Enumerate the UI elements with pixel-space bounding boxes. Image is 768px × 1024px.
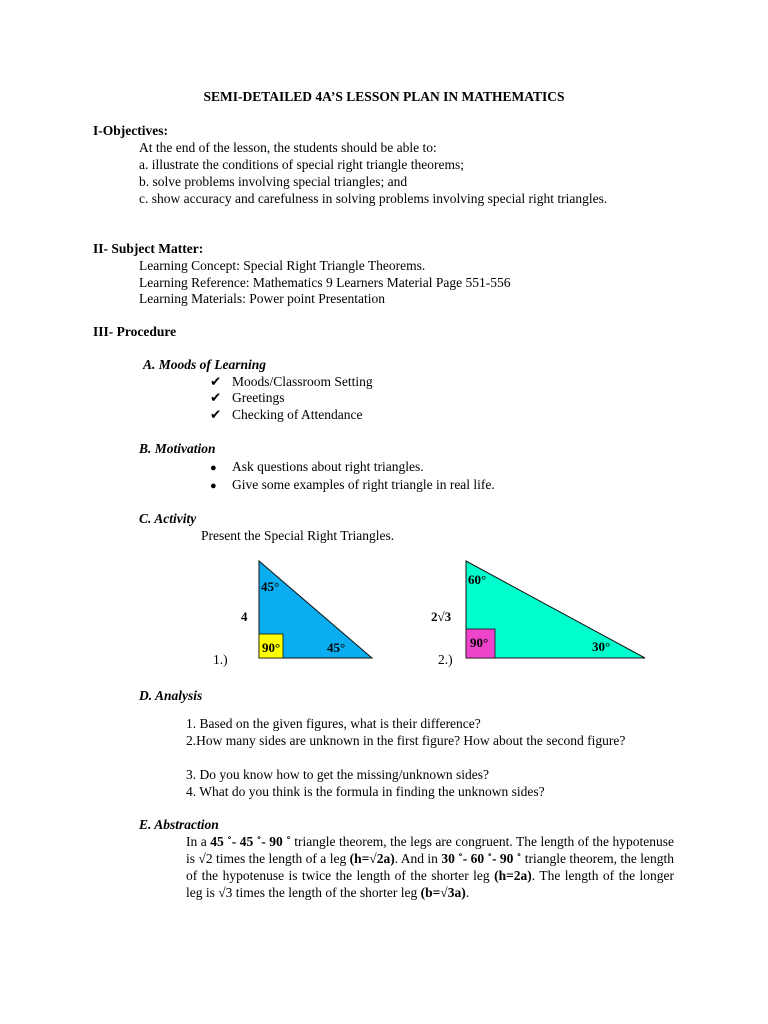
- angle-label: 60°: [468, 572, 487, 587]
- procedure-heading: III- Procedure: [93, 324, 177, 339]
- abstraction-text: In a 45 ˚- 45 ˚- 90 ˚ triangle theorem, the legs are congruent. The length of the hypotenuse is √2 times the length of a leg (h=√2a). And in 30 ˚- 60 ˚- 90 ˚ triangle theorem, the length of the hypotenuse is twice the length of the shorter leg (h=2a). The length of the longer leg is √3 times the length of the shorter leg (b=√3a).: [186, 834, 675, 900]
- objective-item: c. show accuracy and carefulness in solving problems involving special right triangles.: [139, 191, 608, 206]
- bullet-icon: ●: [210, 480, 217, 492]
- check-mark-icon: ✔: [210, 374, 222, 389]
- objectives-heading: I-Objectives:: [93, 123, 168, 138]
- objective-item: b. solve problems involving special triangles; and: [139, 174, 408, 189]
- motivation-heading: B. Motivation: [139, 441, 216, 456]
- angle-label: 45°: [327, 640, 346, 655]
- check-mark-icon: ✔: [210, 390, 222, 405]
- learning-materials: Learning Materials: Power point Presentation: [139, 291, 385, 306]
- moods-heading: A. Moods of Learning: [143, 357, 267, 372]
- list-item: ✔ Checking of Attendance: [210, 407, 363, 422]
- angle-label: 90°: [470, 635, 489, 650]
- figure-number: 1.): [213, 652, 228, 667]
- angle-label: 45°: [261, 579, 280, 594]
- activity-text: Present the Special Right Triangles.: [201, 528, 395, 543]
- learning-concept: Learning Concept: Special Right Triangle Theorems.: [139, 258, 426, 273]
- subject-matter-heading: II- Subject Matter:: [93, 241, 204, 256]
- side-label: 4: [241, 609, 248, 624]
- list-item: ✔ Moods/Classroom Setting: [210, 374, 373, 389]
- bullet-icon: ●: [210, 462, 217, 474]
- abstraction-heading: E. Abstraction: [139, 817, 219, 832]
- list-item: ✔ Greetings: [210, 390, 285, 405]
- analysis-heading: D. Analysis: [139, 688, 203, 703]
- angle-label: 90°: [262, 640, 281, 655]
- side-label: 2√3: [431, 609, 452, 624]
- objective-item: a. illustrate the conditions of special right triangle theorems;: [139, 157, 465, 172]
- learning-reference: Learning Reference: Mathematics 9 Learners Material Page 551-556: [139, 275, 511, 290]
- check-mark-icon: ✔: [210, 407, 222, 422]
- angle-label: 30°: [592, 639, 611, 654]
- objectives-intro: At the end of the lesson, the students should be able to:: [139, 140, 437, 155]
- analysis-item: 1. Based on the given figures, what is their difference?: [186, 716, 481, 731]
- list-item: ● Give some examples of right triangle in real life.: [210, 476, 495, 495]
- analysis-item: 3. Do you know how to get the missing/unknown sides?: [186, 767, 489, 782]
- analysis-item: 2.How many sides are unknown in the first figure? How about the second figure?: [186, 733, 626, 748]
- page-title: SEMI-DETAILED 4A’S LESSON PLAN IN MATHEMATICS: [203, 89, 565, 104]
- activity-heading: C. Activity: [139, 511, 197, 526]
- list-item: ● Ask questions about right triangles.: [210, 458, 424, 477]
- figure-number: 2.): [438, 652, 453, 667]
- analysis-item: 4. What do you think is the formula in finding the unknown sides?: [186, 784, 545, 799]
